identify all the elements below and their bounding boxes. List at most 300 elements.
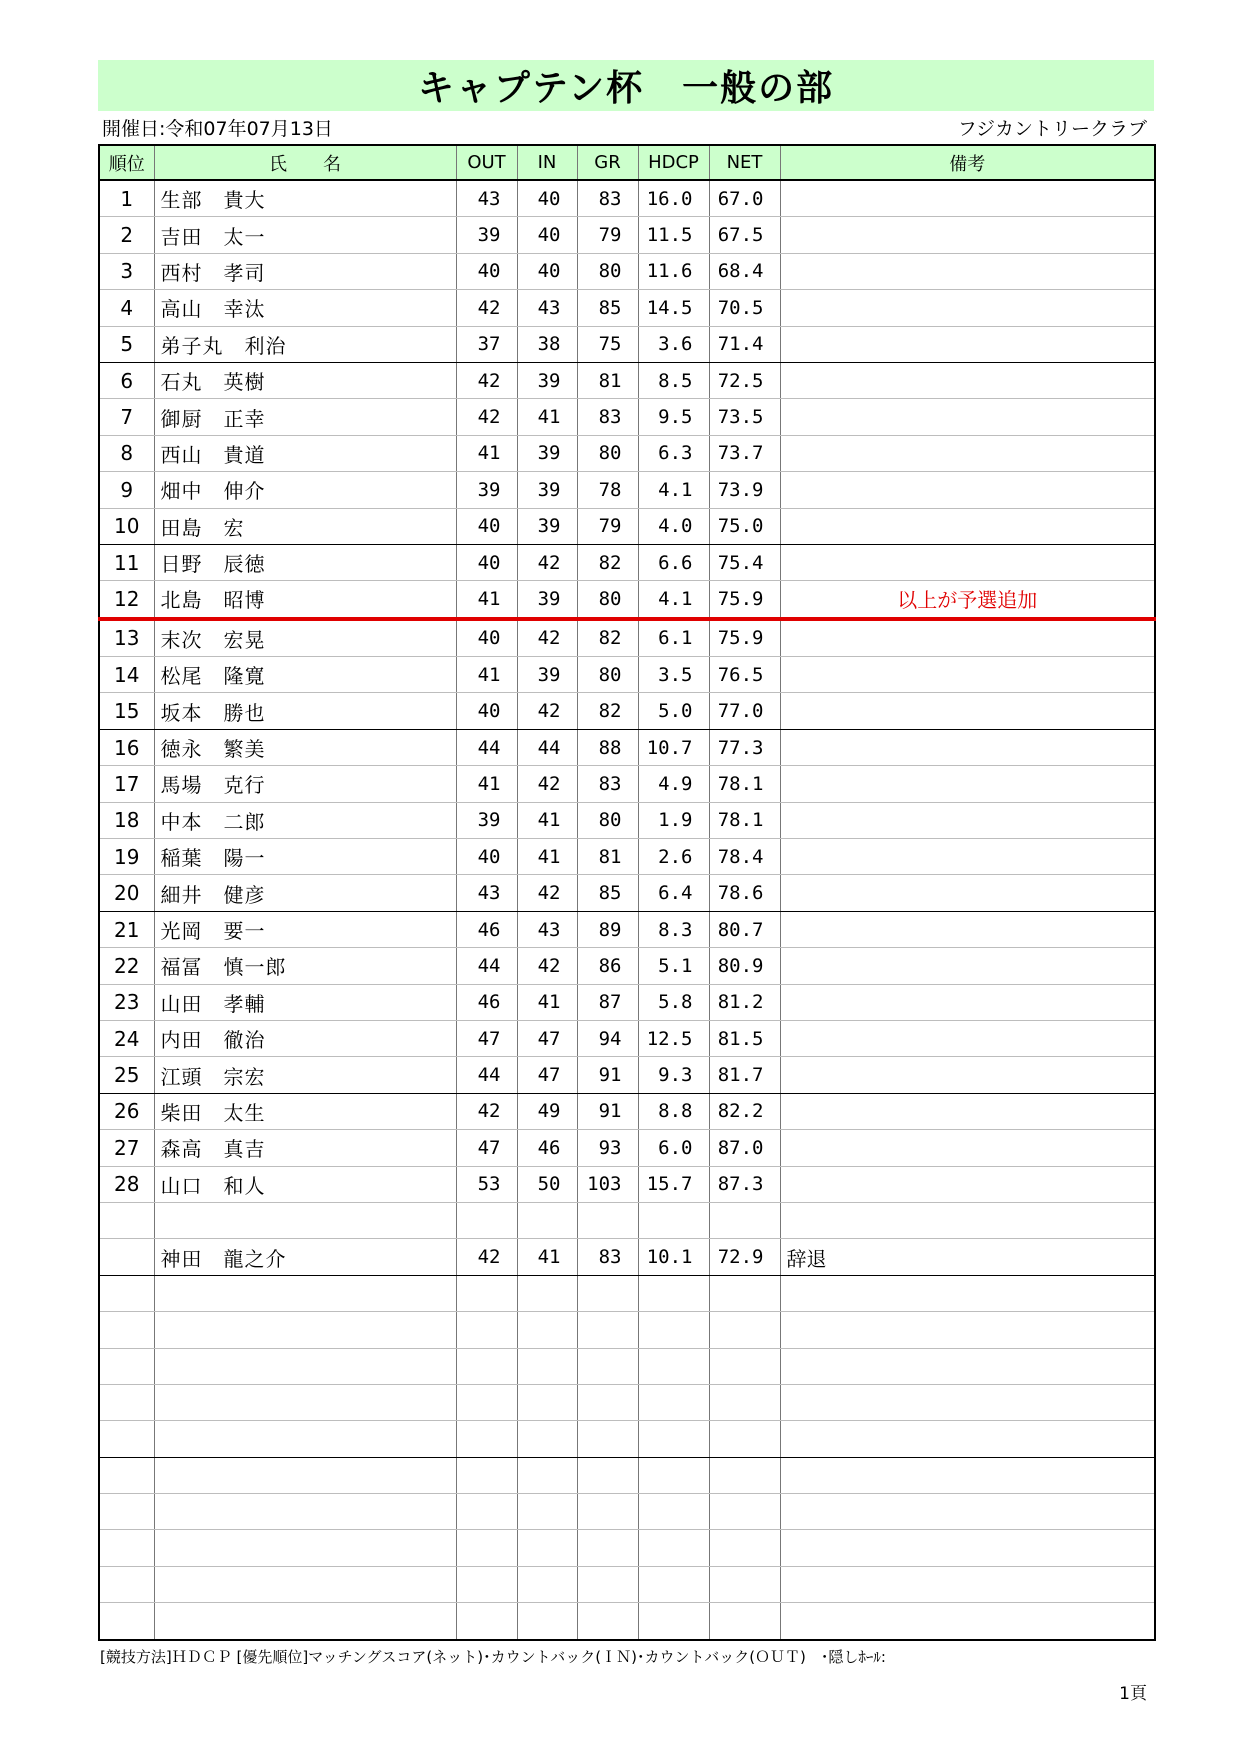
cell-name: 北島 昭博 [154,581,456,619]
cell-out: 39 [456,802,517,838]
cell-rank [99,1239,154,1275]
cell-rank: 6 [99,362,154,398]
table-row [99,657,1155,693]
cell-gr: 78 [577,472,638,508]
cell-note [780,326,1155,362]
cell-in [517,1202,577,1238]
cell-hdcp [638,1202,709,1238]
header-note: 備考 [780,145,1155,180]
cell-net: 71.4 [709,326,780,362]
cell-net: 75.0 [709,508,780,544]
cell-out [456,1275,517,1311]
cell-gr: 80 [577,581,638,619]
cell-name: 弟子丸 利治 [154,326,456,362]
cell-in [517,1457,577,1493]
cell-name: 徳永 繁美 [154,729,456,765]
cell-net: 67.0 [709,180,780,217]
cell-net [709,1275,780,1311]
cell-in: 44 [517,729,577,765]
cell-out: 42 [456,362,517,398]
cell-in [517,1566,577,1602]
header-gr: GR [577,145,638,180]
cell-note [780,1057,1155,1093]
event-date: 開催日:令和07年07月13日 [102,118,333,140]
cell-out: 43 [456,180,517,217]
cell-name: 松尾 隆寛 [154,657,456,693]
cell-out: 41 [456,581,517,619]
cell-hdcp: 6.1 [638,619,709,657]
cell-in [517,1348,577,1384]
cell-gr [577,1530,638,1566]
cell-out [456,1457,517,1493]
cell-out: 40 [456,508,517,544]
table-row [99,290,1155,326]
cell-rank: 24 [99,1020,154,1056]
cell-in: 49 [517,1093,577,1129]
cell-in: 40 [517,217,577,253]
cell-in: 43 [517,911,577,947]
cell-note [780,399,1155,435]
cell-note [780,1093,1155,1129]
cell-rank [99,1603,154,1640]
cell-hdcp: 1.9 [638,802,709,838]
cell-name [154,1421,456,1457]
cell-hdcp [638,1603,709,1640]
cell-hdcp: 4.1 [638,581,709,619]
cell-note [780,911,1155,947]
cell-net: 72.5 [709,362,780,398]
cell-in [517,1421,577,1457]
table-row [99,1239,1155,1275]
cell-note [780,766,1155,802]
cell-gr: 85 [577,290,638,326]
cell-net: 80.7 [709,911,780,947]
cell-name: 高山 幸汰 [154,290,456,326]
cell-out: 42 [456,290,517,326]
header-row [99,145,1155,180]
table-row [99,435,1155,471]
cell-hdcp: 6.4 [638,875,709,911]
cell-hdcp [638,1348,709,1384]
cell-net [709,1603,780,1640]
cell-hdcp: 5.0 [638,693,709,729]
cell-rank: 28 [99,1166,154,1202]
page-number: 1頁 [1119,1684,1147,1704]
cell-in: 42 [517,693,577,729]
cell-name: 山田 孝輔 [154,984,456,1020]
cell-hdcp: 5.8 [638,984,709,1020]
cell-rank: 17 [99,766,154,802]
cell-name: 柴田 太生 [154,1093,456,1129]
cell-hdcp: 3.5 [638,657,709,693]
cell-in: 39 [517,362,577,398]
cell-note: 辞退 [780,1239,1155,1275]
table-row [99,581,1155,619]
cell-gr: 85 [577,875,638,911]
cell-gr: 75 [577,326,638,362]
cell-note [780,1202,1155,1238]
cell-hdcp: 11.6 [638,253,709,289]
blank-row [99,1566,1155,1602]
cell-in: 40 [517,180,577,217]
results-body [99,180,1155,1640]
cell-net [709,1384,780,1420]
cell-hdcp: 8.3 [638,911,709,947]
cell-name: 森高 真吉 [154,1130,456,1166]
cell-name: 日野 辰徳 [154,544,456,580]
cell-name: 西村 孝司 [154,253,456,289]
cell-hdcp: 4.0 [638,508,709,544]
cell-in: 41 [517,399,577,435]
cell-out [456,1384,517,1420]
cell-rank: 9 [99,472,154,508]
cell-hdcp [638,1457,709,1493]
cell-gr: 94 [577,1020,638,1056]
cell-net: 81.5 [709,1020,780,1056]
cell-hdcp: 4.1 [638,472,709,508]
cell-out: 41 [456,766,517,802]
table-row [99,911,1155,947]
table-row [99,1130,1155,1166]
cell-out: 40 [456,544,517,580]
cell-rank [99,1421,154,1457]
cell-name [154,1384,456,1420]
cell-name [154,1275,456,1311]
blank-row [99,1603,1155,1640]
cell-note [780,1494,1155,1530]
page-title: キャプテン杯 一般の部 [98,60,1154,111]
cell-net: 81.7 [709,1057,780,1093]
table-row [99,839,1155,875]
cell-in: 41 [517,1239,577,1275]
cell-in [517,1384,577,1420]
cell-note [780,290,1155,326]
cell-rank: 2 [99,217,154,253]
cell-net: 81.2 [709,984,780,1020]
cell-net [709,1202,780,1238]
table-row [99,875,1155,911]
cell-out: 44 [456,1057,517,1093]
cell-hdcp: 12.5 [638,1020,709,1056]
cell-name: 光岡 要一 [154,911,456,947]
cell-out: 53 [456,1166,517,1202]
cell-out: 40 [456,253,517,289]
table-row [99,217,1155,253]
cell-rank: 16 [99,729,154,765]
cell-rank: 12 [99,581,154,619]
competition-rules: [競技方法]ＨＤＣＰ [優先順位]マッチングスコア(ネット)･カウントバック(ＩＮ)･カウントバック(ＯＵＴ) ･隠しﾎｰﾙ: [100,1648,886,1666]
cell-net: 78.6 [709,875,780,911]
cell-name: 田島 宏 [154,508,456,544]
table-row [99,693,1155,729]
header-net: NET [709,145,780,180]
cell-note [780,472,1155,508]
cell-hdcp [638,1384,709,1420]
cell-note [780,1020,1155,1056]
table-row [99,1093,1155,1129]
cell-note [780,657,1155,693]
cell-gr [577,1603,638,1640]
cell-in: 50 [517,1166,577,1202]
cell-hdcp: 8.5 [638,362,709,398]
cell-net: 75.4 [709,544,780,580]
cell-net [709,1421,780,1457]
cell-rank: 4 [99,290,154,326]
cell-net [709,1312,780,1348]
cell-gr: 88 [577,729,638,765]
cell-in [517,1312,577,1348]
cell-in: 43 [517,290,577,326]
cell-name: 石丸 英樹 [154,362,456,398]
cell-gr [577,1384,638,1420]
cell-rank [99,1530,154,1566]
cell-name: 細井 健彦 [154,875,456,911]
blank-row [99,1421,1155,1457]
cell-in: 39 [517,657,577,693]
cell-note [780,508,1155,544]
cell-hdcp: 14.5 [638,290,709,326]
cell-name [154,1312,456,1348]
cell-out: 41 [456,435,517,471]
cell-rank: 18 [99,802,154,838]
cell-out [456,1312,517,1348]
table-row [99,180,1155,217]
blank-row [99,1457,1155,1493]
cell-note [780,253,1155,289]
cell-in [517,1530,577,1566]
cell-rank: 7 [99,399,154,435]
cell-note [780,1130,1155,1166]
cell-rank: 22 [99,948,154,984]
cell-out: 43 [456,875,517,911]
cell-gr [577,1312,638,1348]
cell-gr: 81 [577,362,638,398]
cell-gr: 83 [577,1239,638,1275]
table-row [99,544,1155,580]
cell-hdcp: 2.6 [638,839,709,875]
cell-name: 馬場 克行 [154,766,456,802]
header-hdcp: HDCP [638,145,709,180]
cell-name [154,1530,456,1566]
cell-net: 70.5 [709,290,780,326]
cell-hdcp [638,1421,709,1457]
cell-hdcp: 15.7 [638,1166,709,1202]
cell-rank: 11 [99,544,154,580]
cell-hdcp: 4.9 [638,766,709,802]
cell-rank: 1 [99,180,154,217]
cell-out: 39 [456,217,517,253]
cell-note [780,180,1155,217]
table-row [99,1166,1155,1202]
cell-note [780,802,1155,838]
cell-note [780,619,1155,657]
cell-note [780,1566,1155,1602]
cell-out: 37 [456,326,517,362]
cell-out: 40 [456,693,517,729]
cell-net [709,1566,780,1602]
cell-name [154,1494,456,1530]
cell-out [456,1421,517,1457]
cell-net: 77.0 [709,693,780,729]
cell-hdcp [638,1312,709,1348]
cell-name: 神田 龍之介 [154,1239,456,1275]
cell-gr: 80 [577,802,638,838]
cell-out: 42 [456,1093,517,1129]
cell-in [517,1494,577,1530]
cell-in [517,1275,577,1311]
cell-note [780,984,1155,1020]
cell-gr: 83 [577,766,638,802]
table-row [99,253,1155,289]
table-row [99,802,1155,838]
cell-gr: 81 [577,839,638,875]
cell-hdcp: 5.1 [638,948,709,984]
cell-gr: 86 [577,948,638,984]
cell-out: 46 [456,911,517,947]
cell-net: 78.1 [709,802,780,838]
table-row [99,362,1155,398]
cell-gr: 83 [577,180,638,217]
cell-note [780,1384,1155,1420]
cell-note [780,1421,1155,1457]
cell-note [780,1275,1155,1311]
cell-gr: 80 [577,253,638,289]
cell-gr: 82 [577,619,638,657]
cell-out: 41 [456,657,517,693]
cell-rank: 15 [99,693,154,729]
table-row [99,766,1155,802]
cell-net: 75.9 [709,581,780,619]
cell-net: 77.3 [709,729,780,765]
cell-name: 坂本 勝也 [154,693,456,729]
cell-note [780,1457,1155,1493]
cell-gr [577,1494,638,1530]
cell-gr: 93 [577,1130,638,1166]
cell-rank: 3 [99,253,154,289]
cell-note [780,362,1155,398]
cell-out: 42 [456,399,517,435]
cell-gr: 83 [577,399,638,435]
cell-in: 47 [517,1020,577,1056]
cell-net [709,1494,780,1530]
cell-out: 44 [456,948,517,984]
cell-note [780,693,1155,729]
cell-gr: 79 [577,217,638,253]
cell-in: 42 [517,875,577,911]
cell-net: 73.5 [709,399,780,435]
cell-hdcp: 3.6 [638,326,709,362]
cell-name: 御厨 正幸 [154,399,456,435]
cell-note [780,435,1155,471]
cell-name [154,1202,456,1238]
cell-in: 47 [517,1057,577,1093]
cell-net: 80.9 [709,948,780,984]
blank-row [99,1348,1155,1384]
cell-out [456,1202,517,1238]
cell-in: 41 [517,984,577,1020]
cell-rank [99,1348,154,1384]
cell-gr [577,1566,638,1602]
cell-note [780,1603,1155,1640]
cell-out [456,1530,517,1566]
header-rank: 順位 [99,145,154,180]
cell-in: 40 [517,253,577,289]
cell-note [780,1530,1155,1566]
cell-net: 78.1 [709,766,780,802]
cell-note [780,1312,1155,1348]
cell-net: 78.4 [709,839,780,875]
cell-hdcp: 6.3 [638,435,709,471]
cell-in: 41 [517,839,577,875]
cell-net: 76.5 [709,657,780,693]
cell-out: 47 [456,1020,517,1056]
cell-in: 39 [517,581,577,619]
cell-hdcp: 9.3 [638,1057,709,1093]
cell-name: 山口 和人 [154,1166,456,1202]
cell-in: 38 [517,326,577,362]
cell-note [780,729,1155,765]
blank-row [99,1494,1155,1530]
cell-in: 41 [517,802,577,838]
cell-net: 73.9 [709,472,780,508]
cell-out: 46 [456,984,517,1020]
table-row [99,326,1155,362]
cell-hdcp: 6.6 [638,544,709,580]
cell-gr: 80 [577,435,638,471]
cell-hdcp: 16.0 [638,180,709,217]
cell-net [709,1457,780,1493]
table-row [99,1202,1155,1238]
cell-in: 46 [517,1130,577,1166]
cell-name: 末次 宏晃 [154,619,456,657]
table-row [99,619,1155,657]
table-row [99,472,1155,508]
cell-gr: 87 [577,984,638,1020]
blank-row [99,1312,1155,1348]
cell-in: 42 [517,948,577,984]
cell-gr [577,1457,638,1493]
table-row [99,1020,1155,1056]
cell-out [456,1494,517,1530]
cell-rank: 21 [99,911,154,947]
cell-rank [99,1566,154,1602]
cell-note: 以上が予選追加 [780,581,1155,619]
cell-name: 稲葉 陽一 [154,839,456,875]
cell-hdcp [638,1566,709,1602]
cell-gr [577,1348,638,1384]
cell-gr: 82 [577,693,638,729]
blank-row [99,1275,1155,1311]
cell-rank [99,1275,154,1311]
cell-rank: 8 [99,435,154,471]
cell-name: 吉田 太一 [154,217,456,253]
cell-gr: 91 [577,1057,638,1093]
cell-rank [99,1202,154,1238]
cell-in: 39 [517,508,577,544]
cell-note [780,217,1155,253]
cell-out: 44 [456,729,517,765]
cell-name [154,1603,456,1640]
cell-net: 75.9 [709,619,780,657]
cell-net [709,1348,780,1384]
cell-hdcp: 8.8 [638,1093,709,1129]
table-row [99,729,1155,765]
cell-name [154,1457,456,1493]
cell-out: 40 [456,619,517,657]
cell-note [780,839,1155,875]
results-table [98,144,1156,1641]
cell-rank [99,1384,154,1420]
